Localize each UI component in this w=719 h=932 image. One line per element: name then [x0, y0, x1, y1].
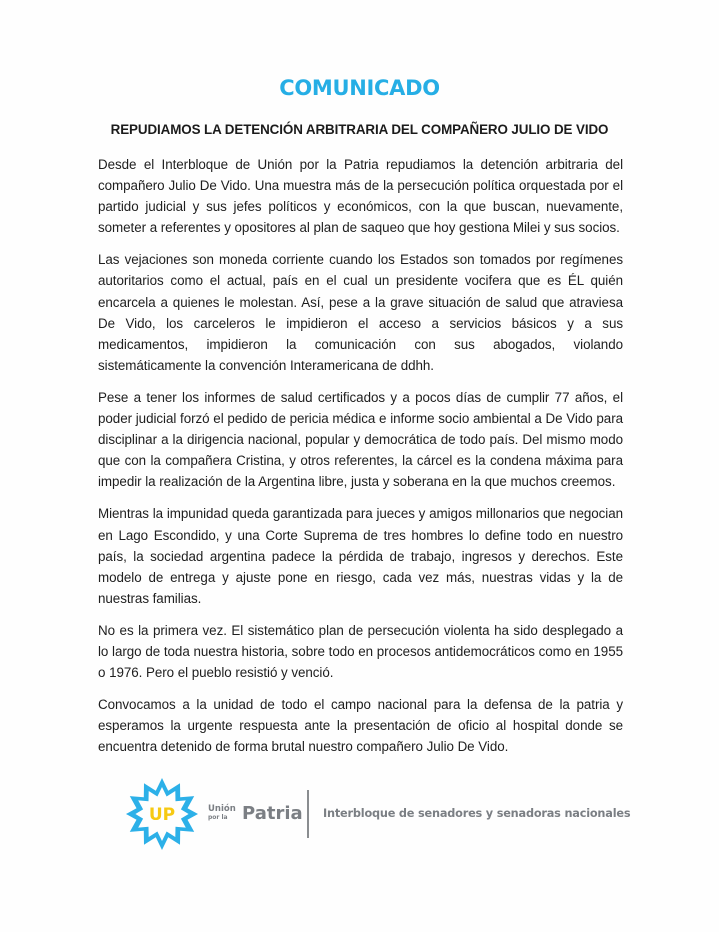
- paragraph-6: Convocamos a la unidad de todo el campo nacional para la defensa de la patria y esperamos la urgente respuesta ante la presentación de oficio al hospital donde se encuentra detenido de forma brutal nuestro compañero Julio De Vido.: [98, 697, 623, 755]
- paragraph-4: Mientras la impunidad queda garantizada para jueces y amigos millonarios que negocian en Lago Escondido, y una Corte Suprema de tres hombres lo define todo en nuestro país, la sociedad argentina padece la pérdida de trabajo, ingresos y derechos. Este modelo de entrega y ajuste pone en riesgo, cada vez más, nuestras vidas y la de nuestras familias.: [98, 506, 623, 606]
- up-badge: UP: [148, 805, 176, 825]
- sun-icon: [124, 776, 200, 852]
- organization-name: Interbloque de senadores y senadoras nacionales: [323, 807, 631, 820]
- paragraph-1: Desde el Interbloque de Unión por la Patria repudiamos la detención arbitraria del compañero Julio De Vido. Una muestra más de la persecución política orquestada por el partido judicial y sus jefes políticos y económicos, con la que buscan, nuevamente, someter a referentes y opositores al plan de saqueo que hoy gestiona Milei y sus socios.: [98, 157, 623, 236]
- document-body: [98, 154, 623, 768]
- paragraph-3: Pese a tener los informes de salud certificados y a pocos días de cumplir 77 años, el poder judicial forzó el pedido de pericia médica e informe socio ambiental a De Vido para disciplinar a la dirigencia nacional, popular y democrática de todo país. Del mismo modo que con la compañera Cristina, y otros referentes, la cárcel es la condena máxima para impedir la realización de la Argentina libre, justa y soberana en la que muchos creemos.: [98, 389, 623, 490]
- paragraph-2: Las vejaciones son moneda corriente cuando los Estados son tomados por regímenes autoritarios como el actual, país en el cual un presidente vocifera que es ÉL quién encarcela a quienes le molestan. Así, pese a la grave situación de salud que atraviesa De Vido, los carceleros le impidieron el acceso a servicios básicos y a sus medicamentos, impidieron la comunicación con sus abogados, violando sistemáticamente la convención Interamericana de ddhh.: [98, 252, 623, 373]
- document-title: COMUNICADO: [279, 76, 440, 100]
- paragraph-5: No es la primera vez. El sistemático plan de persecución violenta ha sido desplegado a lo largo de toda nuestra historia, sobre todo en procesos antidemocráticos como en 1955 o 1976. Pero el pueblo resistió y venció.: [98, 622, 623, 681]
- brand-name: Patria: [242, 803, 303, 824]
- footer-logo-block: [124, 776, 631, 856]
- footer-divider: [307, 790, 309, 838]
- document-subtitle: REPUDIAMOS LA DETENCIÓN ARBITRARIA DEL COMPAÑERO JULIO DE VIDO: [110, 122, 609, 137]
- brand-small-text: Unión por la: [208, 804, 236, 821]
